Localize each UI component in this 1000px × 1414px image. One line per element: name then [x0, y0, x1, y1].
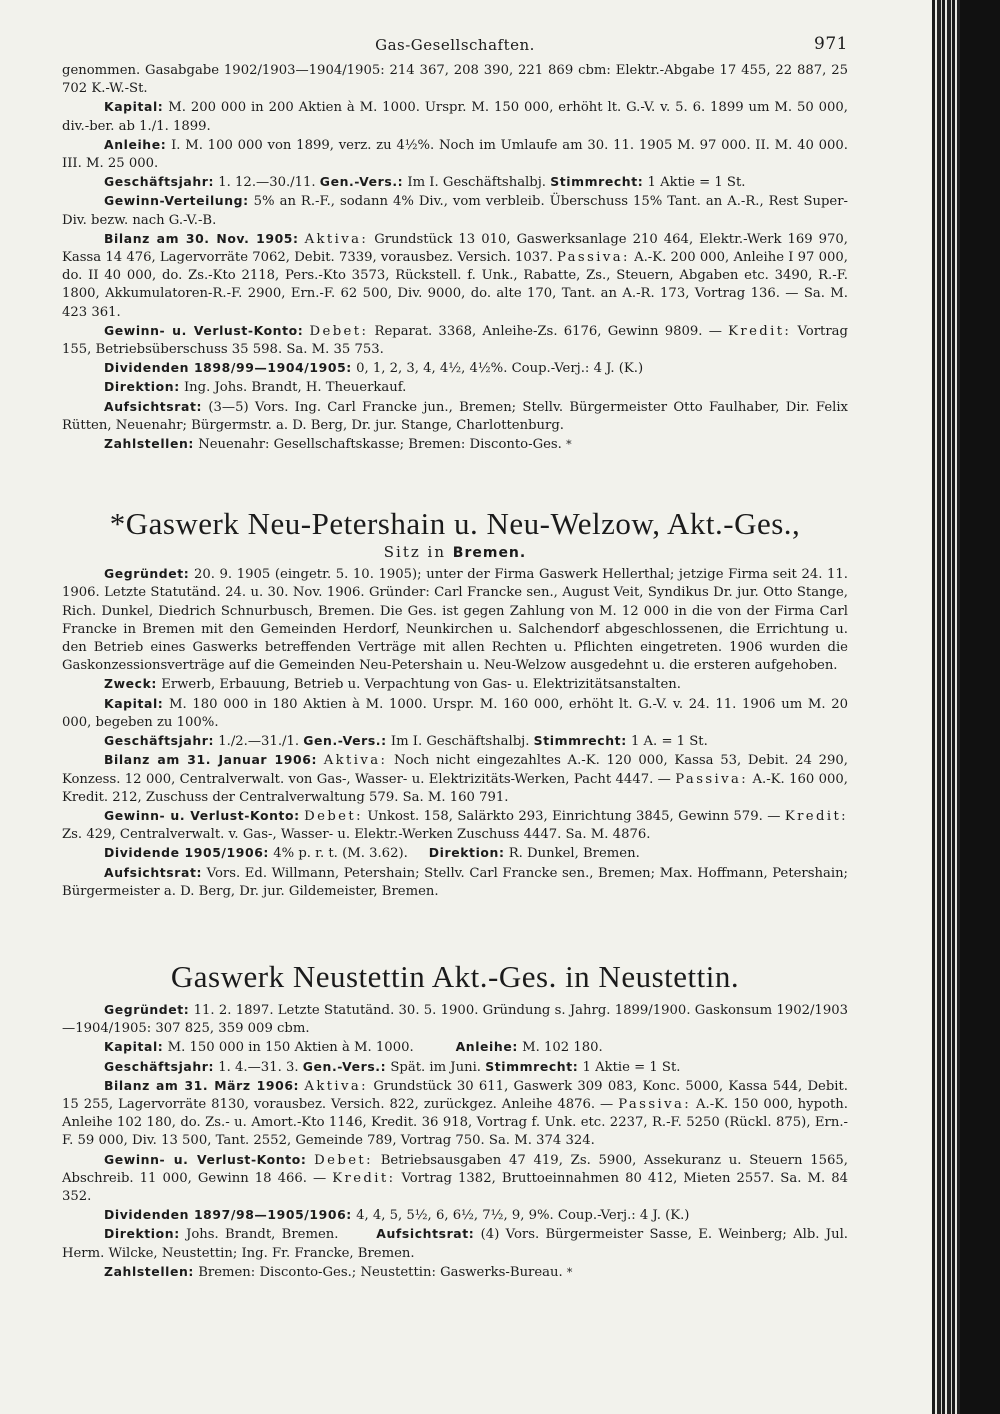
entry3-zahlstellen: Zahlstellen: Bremen: Disconto-Ges.; Neustettin: Gaswerks-Bureau. *	[104, 1263, 573, 1280]
entry1-end-asterisk: *	[566, 438, 572, 452]
entry3-end-asterisk: *	[566, 1265, 573, 1279]
entry1-intro: genommen. Gasabgabe 1902/1903—1904/1905: 214 367, 208 390, 221 869 cbm: Elektr.-Abgabe 17 455, 22 887, 25 702 K.-W.-St.	[62, 63, 848, 97]
entry2-gegruendet: Gegründet: 20. 9. 1905 (eingetr. 5. 10. 1905); unter der Firma Gaswerk Hellerthal; jetzige Firma seit 24. 11. 1906. Letzte Statutänd. 24. u. 30. Nov. 1906. Gründer: Carl Francke sen., August Veit, Syndikus Dr. jur. Otto Stange, Rich. Dunkel, Diedrich Schnurbusch, Bremen. Die Ges. ist gegen Zahlung von M. 12 000 in die von der Firma Carl Francke in Bremen mit den Gemeinden Herdorf, Neunkirchen u. Salchendorf abgeschlossenen, die Errichtung u. den Betrieb eines Gaswerks betreffenden Verträge mit allen Rechten u. Pflichten eingetreten. 1906 wurden die Gaskonzessionsverträge auf die Gemeinden Neu-Petershain u. Neu-Welzow ausgedehnt u. die ersteren aufgehoben.	[62, 566, 848, 674]
entry3-dividenden: Dividenden 1897/98—1905/1906: 4, 4, 5, 5½, 6, 6½, 7½, 9, 9%. Coup.-Verj.: 4 J. (K.)	[104, 1207, 690, 1224]
entry1-bilanz: Bilanz am 30. Nov. 1905: Aktiva: Grundstück 13 010, Gaswerksanlage 210 464, Elektr.-Werk 169 970, Kassa 14 476, Lagervorräte 7062, Debit. 7339, vorausbez. Versich. 1037. Passiva: A.-K. 200 000, Anleihe I 97 000, do. II 40 000, do. Zs.-Kto 2118, Pers.-Kto 3573, Rückstell. f. Unk., Rabatte, Zs., Steuern, Abgaben etc. 3490, R.-F. 1800, Akkumulatoren-R.-F. 2900, Ern.-F. 62 500, Div. 9000, do. alte 170, Tant. an A.-R. 173, Vortrag 136. — Sa. M. 423 361.	[62, 230, 848, 320]
entry1-aufsichtsrat: Aufsichtsrat: (3—5) Vors. Ing. Carl Francke jun., Bremen; Stellv. Bürgermeister Otto Faulhaber, Dir. Felix Rütten, Neuenahr; Bürgermstr. a. D. Berg, Dr. jur. Stange, Charlottenburg.	[62, 398, 848, 433]
entry3-gegruendet: Gegründet: 11. 2. 1897. Letzte Statutänd. 30. 5. 1900. Gründung s. Jahrg. 1899/1900. Gaskonsum 1902/1903—1904/1905: 307 825, 359 009 cbm.	[62, 1001, 848, 1037]
entry2-sitz: Sitz in Bremen.	[383, 543, 527, 562]
entry1-gewinnverteilung: Gewinn-Verteilung: 5% an R.-F., sodann 4% Div., vom verbleib. Überschuss 15% Tant. an A.-R., Rest Super-Div. bezw. nach G.-V.-B.	[62, 193, 848, 228]
entry3-direktion: Direktion: Johs. Brandt, Bremen. Aufsichtsrat: (4) Vors. Bürgermeister Sasse, E. Weinberg; Alb. Jul. Herm. Wilcke, Neustettin; Ing. Fr. Francke, Bremen.	[62, 1226, 848, 1261]
page-content	[62, 30, 848, 1282]
running-head-title: Gas-Gesellschaften.	[375, 36, 535, 54]
entry3-geschaeftsjahr: Geschäftsjahr: 1. 4.—31. 3. Gen.-Vers.: Spät. im Juni. Stimmrecht: 1 Aktie = 1 St.	[104, 1058, 681, 1075]
entry2-title: *Gaswerk Neu-Petershain u. Neu-Welzow, Akt.-Ges.,	[109, 506, 801, 542]
entry1-dividenden: Dividenden 1898/99—1904/1905: 0, 1, 2, 3, 4, 4½, 4½%. Coup.-Verj.: 4 J. (K.)	[104, 360, 644, 377]
entry3-bilanz: Bilanz am 31. März 1906: Aktiva: Grundstück 30 611, Gaswerk 309 083, Konc. 5000, Kassa 544, Debit. 15 255, Lagervorräte 8130, vorausbez. Versich. 822, zurückgez. Anleihe 4876. — Passiva: A.-K. 150 000, hypoth. Anleihe 102 180, do. Zs.- u. Amort.-Kto 1146, Kredit. 36 918, Vortrag f. Unk. etc. 2237, R.-F. 5250 (Rückl. 875), Ern.-F. 59 000, Div. 13 500, Tant. 2552, Gemeinde 789, Vortrag 750. Sa. M. 374 324.	[62, 1077, 848, 1149]
entry-neu-petershain	[62, 506, 848, 901]
entry1-geschaeftsjahr: Geschäftsjahr: 1. 12.—30./11. Gen.-Vers.: Im I. Geschäftshalbj. Stimmrecht: 1 Aktie = 1 St.	[104, 174, 746, 191]
entry3-kapital: Kapital: M. 150 000 in 150 Aktien à M. 1000. Anleihe: M. 102 180.	[104, 1039, 603, 1056]
entry2-dividende: Dividende 1905/1906: 4% p. r. t. (M. 3.62). Direktion: R. Dunkel, Bremen.	[104, 845, 640, 862]
entry-continued	[62, 62, 848, 454]
entry2-geschaeftsjahr: Geschäftsjahr: 1./2.—31./1. Gen.-Vers.: Im I. Geschäftshalbj. Stimmrecht: 1 A. = 1 St.	[104, 733, 708, 750]
entry1-anleihe: Anleihe: I. M. 100 000 von 1899, verz. zu 4½%. Noch im Umlaufe am 30. 11. 1905 M. 97 000. II. M. 40 000. III. M. 25 000.	[62, 136, 848, 172]
running-head	[62, 30, 848, 62]
entry1-direktion: Direktion: Ing. Johs. Brandt, H. Theuerkauf.	[104, 379, 407, 396]
book-spine-edge	[932, 0, 1000, 1414]
entry1-guv: Gewinn- u. Verlust-Konto: Debet: Reparat. 3368, Anleihe-Zs. 6176, Gewinn 9809. — Kredit: Vortrag 155, Betriebsüberschuss 35 598. Sa. M. 35 753.	[62, 322, 848, 358]
entry1-kapital: Kapital: M. 200 000 in 200 Aktien à M. 1000. Urspr. M. 150 000, erhöht lt. G.-V. v. 5. 6. 1899 um M. 50 000, div.-ber. ab 1./1. 1899.	[62, 99, 848, 134]
entry-neustettin	[62, 959, 848, 1282]
entry3-title: Gaswerk Neustettin Akt.-Ges. in Neustettin.	[170, 958, 740, 994]
entry2-aufsichtsrat: Aufsichtsrat: Vors. Ed. Willmann, Petershain; Stellv. Carl Francke sen., Bremen; Max. Hoffmann, Petershain; Bürgermeister a. D. Berg, Dr. jur. Gildemeister, Bremen.	[62, 864, 849, 899]
entry2-kapital: Kapital: M. 180 000 in 180 Aktien à M. 1000. Urspr. M. 160 000, erhöht lt. G.-V. v. 24. 11. 1906 um M. 20 000, begeben zu 100%.	[62, 695, 848, 730]
page-number: 971	[814, 34, 848, 54]
entry3-guv: Gewinn- u. Verlust-Konto: Debet: Betriebsausgaben 47 419, Zs. 5900, Assekuranz u. Steuern 1565, Abschreib. 11 000, Gewinn 18 466. — Kredit: Vortrag 1382, Bruttoeinnahmen 80 412, Mieten 2557. Sa. M. 84 352.	[62, 1151, 848, 1204]
entry2-zweck: Zweck: Erwerb, Erbauung, Betrieb u. Verpachtung von Gas- u. Elektrizitätsanstalten.	[104, 676, 681, 693]
entry2-bilanz: Bilanz am 31. Januar 1906: Aktiva: Noch nicht eingezahltes A.-K. 120 000, Kassa 53, Debit. 24 290, Konzess. 12 000, Centralverwalt. von Gas-, Wasser- u. Elektrizitäts-Werken, Pacht 4447. — Passiva: A.-K. 160 000, Kredit. 212, Zuschuss der Centralverwaltung 579. Sa. M. 160 791.	[62, 752, 849, 805]
entry1-zahlstellen: Zahlstellen: Neuenahr: Gesellschaftskasse; Bremen: Disconto-Ges. *	[104, 436, 572, 453]
entry2-guv: Gewinn- u. Verlust-Konto: Debet: Unkost. 158, Salärkto 293, Einrichtung 3845, Gewinn 579. — Kredit: Zs. 429, Centralverwalt. v. Gas-, Wasser- u. Elektr.-Werken Zuschuss 4447. Sa. M. 4876.	[62, 807, 848, 843]
